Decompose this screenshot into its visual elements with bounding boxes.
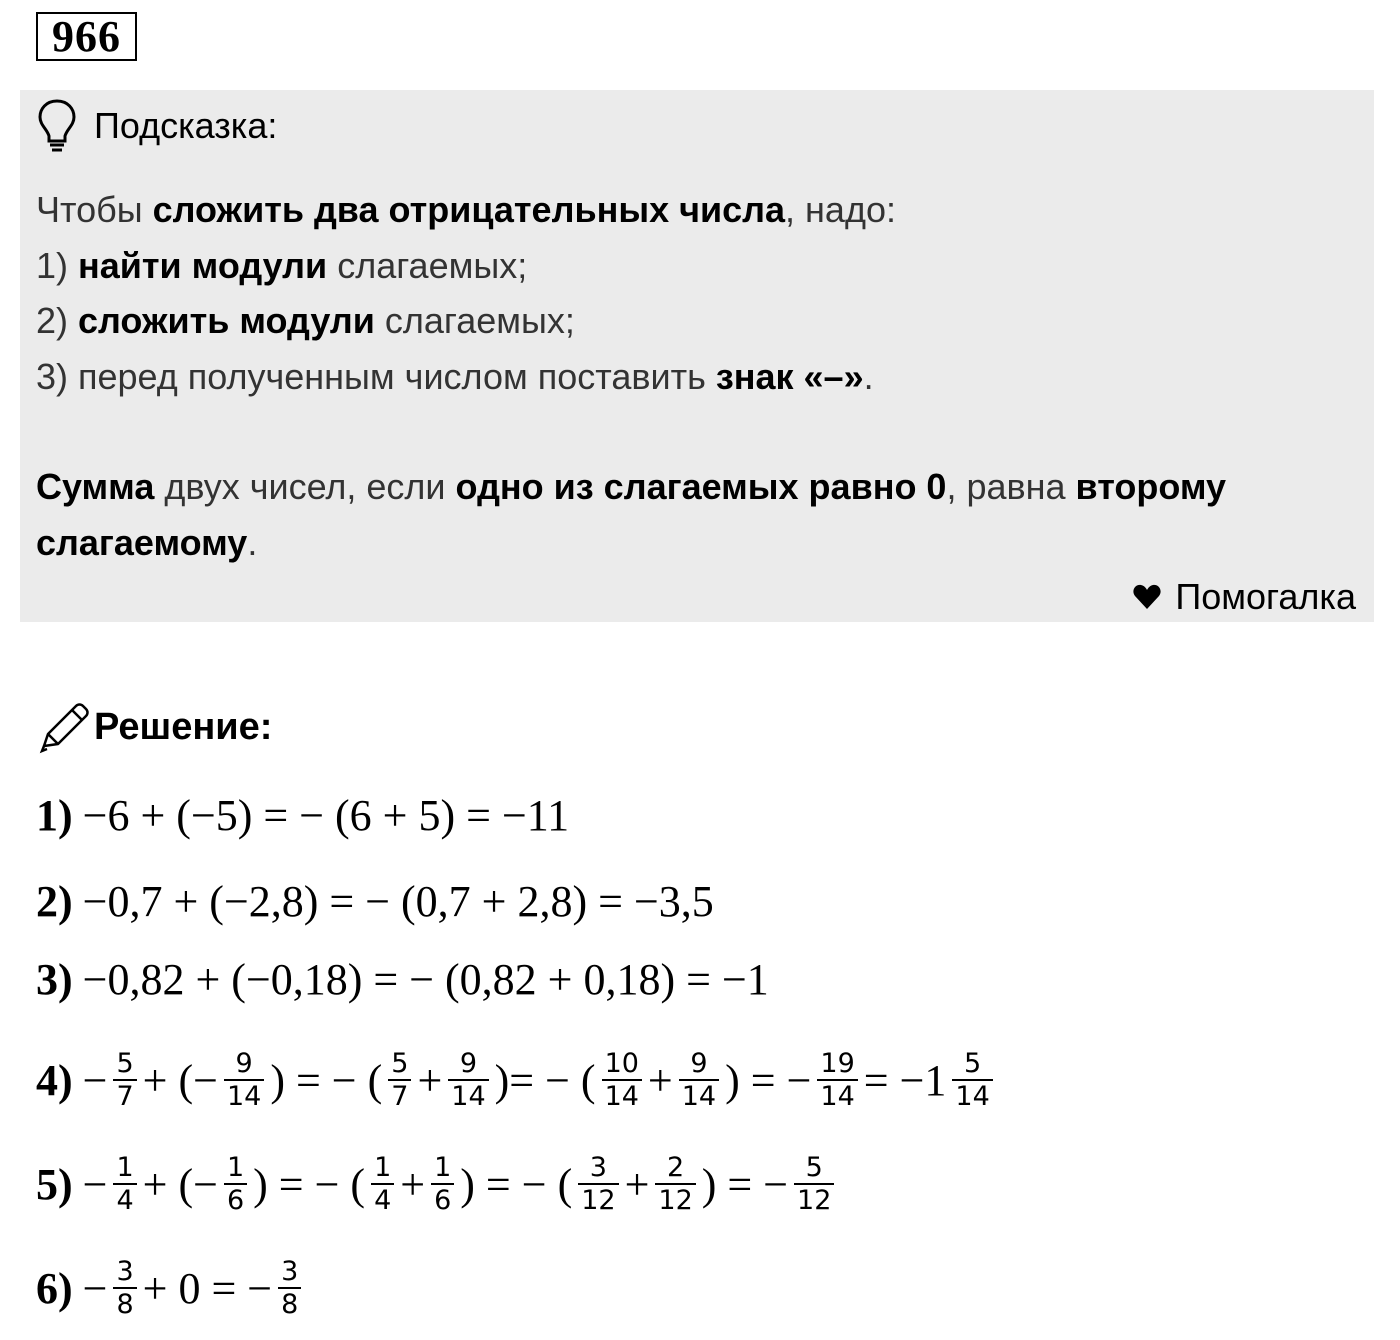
bold-text: одно из слагаемых равно 0 xyxy=(455,466,947,507)
numerator: 1 xyxy=(226,1152,245,1183)
hint-text xyxy=(36,182,1356,570)
item-label: 4) xyxy=(36,1055,73,1105)
numerator: 19 xyxy=(820,1048,855,1079)
expression: −6 + (−5) = − (6 + 5) = −11 xyxy=(82,790,570,840)
fraction xyxy=(371,1152,394,1216)
denominator: 14 xyxy=(952,1079,992,1112)
hint-paragraph-2 xyxy=(36,459,1356,570)
hint-box xyxy=(20,90,1374,622)
text: . xyxy=(863,355,874,397)
numerator: 9 xyxy=(690,1048,708,1079)
expression-part: = −1 xyxy=(863,1055,947,1105)
numerator: 9 xyxy=(459,1048,478,1079)
denominator: 14 xyxy=(602,1079,642,1112)
numerator: 1 xyxy=(374,1152,392,1183)
denominator: 14 xyxy=(448,1079,488,1112)
text: 2) xyxy=(36,300,79,341)
numerator: 3 xyxy=(116,1256,134,1287)
solution-line-2 xyxy=(36,862,1336,940)
fraction xyxy=(113,1256,136,1320)
denominator: 8 xyxy=(278,1287,301,1320)
numerator: 5 xyxy=(116,1048,134,1079)
bold-text: сложить два отрицательных числа xyxy=(152,189,786,230)
item-label: 5) xyxy=(36,1159,73,1209)
bold-text: знак «–» xyxy=(715,355,864,397)
text: , равна xyxy=(946,466,1076,507)
brand-name: Помогалка xyxy=(1175,576,1356,617)
fraction xyxy=(224,1152,247,1216)
denominator: 7 xyxy=(113,1079,136,1112)
fraction xyxy=(388,1048,411,1112)
solution-line-6 xyxy=(36,1236,1336,1340)
pencil-icon xyxy=(38,700,90,754)
fraction xyxy=(655,1152,695,1216)
expression-part: ) = − ( xyxy=(270,1055,383,1105)
text: слагаемых; xyxy=(327,244,528,286)
expression-part: + xyxy=(417,1055,443,1105)
numerator: 5 xyxy=(963,1048,982,1079)
numerator: 5 xyxy=(391,1048,409,1079)
expression-part: ) = − ( xyxy=(460,1159,573,1209)
item-label: 2) xyxy=(36,876,73,926)
denominator: 12 xyxy=(655,1183,695,1216)
denominator: 14 xyxy=(817,1079,857,1112)
hint-line-4 xyxy=(36,349,1356,405)
denominator: 7 xyxy=(388,1079,411,1112)
fraction xyxy=(113,1048,136,1112)
numerator: 3 xyxy=(589,1152,607,1183)
hint-line-3 xyxy=(36,293,1356,349)
expression-part: ) = − ( xyxy=(253,1159,366,1209)
denominator: 14 xyxy=(224,1079,264,1112)
fraction xyxy=(278,1256,301,1320)
expression: −0,82 + (−0,18) = − (0,82 + 0,18) = −1 xyxy=(82,954,769,1004)
bold-text: второму слагаемому xyxy=(36,466,1227,563)
expression-part: − xyxy=(82,1263,108,1313)
solution-header xyxy=(38,700,272,754)
item-label: 1) xyxy=(36,790,73,840)
fraction xyxy=(224,1048,264,1112)
solution-line-3 xyxy=(36,940,1336,1018)
expression-part: + xyxy=(624,1159,650,1209)
numerator: 3 xyxy=(281,1256,299,1287)
text: двух чисел, если xyxy=(154,466,456,507)
fraction xyxy=(448,1048,488,1112)
solution-line-1 xyxy=(36,784,1336,846)
numerator: 10 xyxy=(604,1048,639,1079)
numerator: 1 xyxy=(116,1152,134,1183)
expression-part: + 0 = − xyxy=(142,1263,273,1313)
expression-part: + (− xyxy=(142,1055,218,1105)
text: слагаемых; xyxy=(374,300,575,341)
expression-part: − xyxy=(82,1055,108,1105)
bold-text: сложить модули xyxy=(78,300,375,341)
text: Чтобы xyxy=(36,189,153,230)
bold-text: Сумма xyxy=(36,466,155,507)
expression-part: ) = − xyxy=(725,1055,812,1105)
text: 3) перед полученным числом поставить xyxy=(36,355,716,397)
fraction xyxy=(679,1048,719,1112)
text: 1) xyxy=(36,244,79,286)
expression-part: + xyxy=(647,1055,673,1105)
expression-part: − xyxy=(82,1159,108,1209)
fraction xyxy=(952,1048,992,1112)
item-label: 6) xyxy=(36,1263,73,1313)
solution-body xyxy=(36,784,1336,1340)
numerator: 2 xyxy=(666,1152,685,1183)
bold-text: найти модули xyxy=(78,244,328,286)
hint-header xyxy=(36,98,277,154)
hint-line-1 xyxy=(36,182,1356,238)
solution-line-4 xyxy=(36,1028,1336,1132)
expression-part: + (− xyxy=(142,1159,218,1209)
heart-icon xyxy=(1133,584,1161,610)
lightbulb-icon xyxy=(36,98,78,154)
expression-part: + xyxy=(400,1159,426,1209)
fraction xyxy=(794,1152,834,1216)
denominator: 14 xyxy=(679,1079,719,1112)
denominator: 6 xyxy=(431,1183,454,1216)
fraction xyxy=(431,1152,454,1216)
text: , надо: xyxy=(785,189,896,230)
item-label: 3) xyxy=(36,954,73,1004)
hint-title: Подсказка: xyxy=(94,105,278,146)
denominator: 4 xyxy=(113,1183,136,1216)
numerator: 9 xyxy=(235,1048,253,1079)
expression-part: )= − ( xyxy=(494,1055,596,1105)
fraction xyxy=(817,1048,857,1112)
solution-line-5 xyxy=(36,1132,1336,1236)
task-number: 966 xyxy=(36,12,137,61)
denominator: 4 xyxy=(371,1183,394,1216)
denominator: 8 xyxy=(113,1287,136,1320)
numerator: 5 xyxy=(805,1152,823,1183)
expression-part: ) = − xyxy=(701,1159,789,1209)
fraction xyxy=(113,1152,136,1216)
fraction xyxy=(578,1152,618,1216)
denominator: 12 xyxy=(578,1183,618,1216)
denominator: 12 xyxy=(794,1183,834,1216)
solution-title: Решение: xyxy=(94,705,273,748)
brand xyxy=(1133,576,1356,618)
fraction xyxy=(602,1048,642,1112)
text: . xyxy=(247,521,258,563)
hint-line-2 xyxy=(36,238,1356,294)
expression: −0,7 + (−2,8) = − (0,7 + 2,8) = −3,5 xyxy=(82,876,714,926)
numerator: 1 xyxy=(434,1152,452,1183)
denominator: 6 xyxy=(224,1183,247,1216)
